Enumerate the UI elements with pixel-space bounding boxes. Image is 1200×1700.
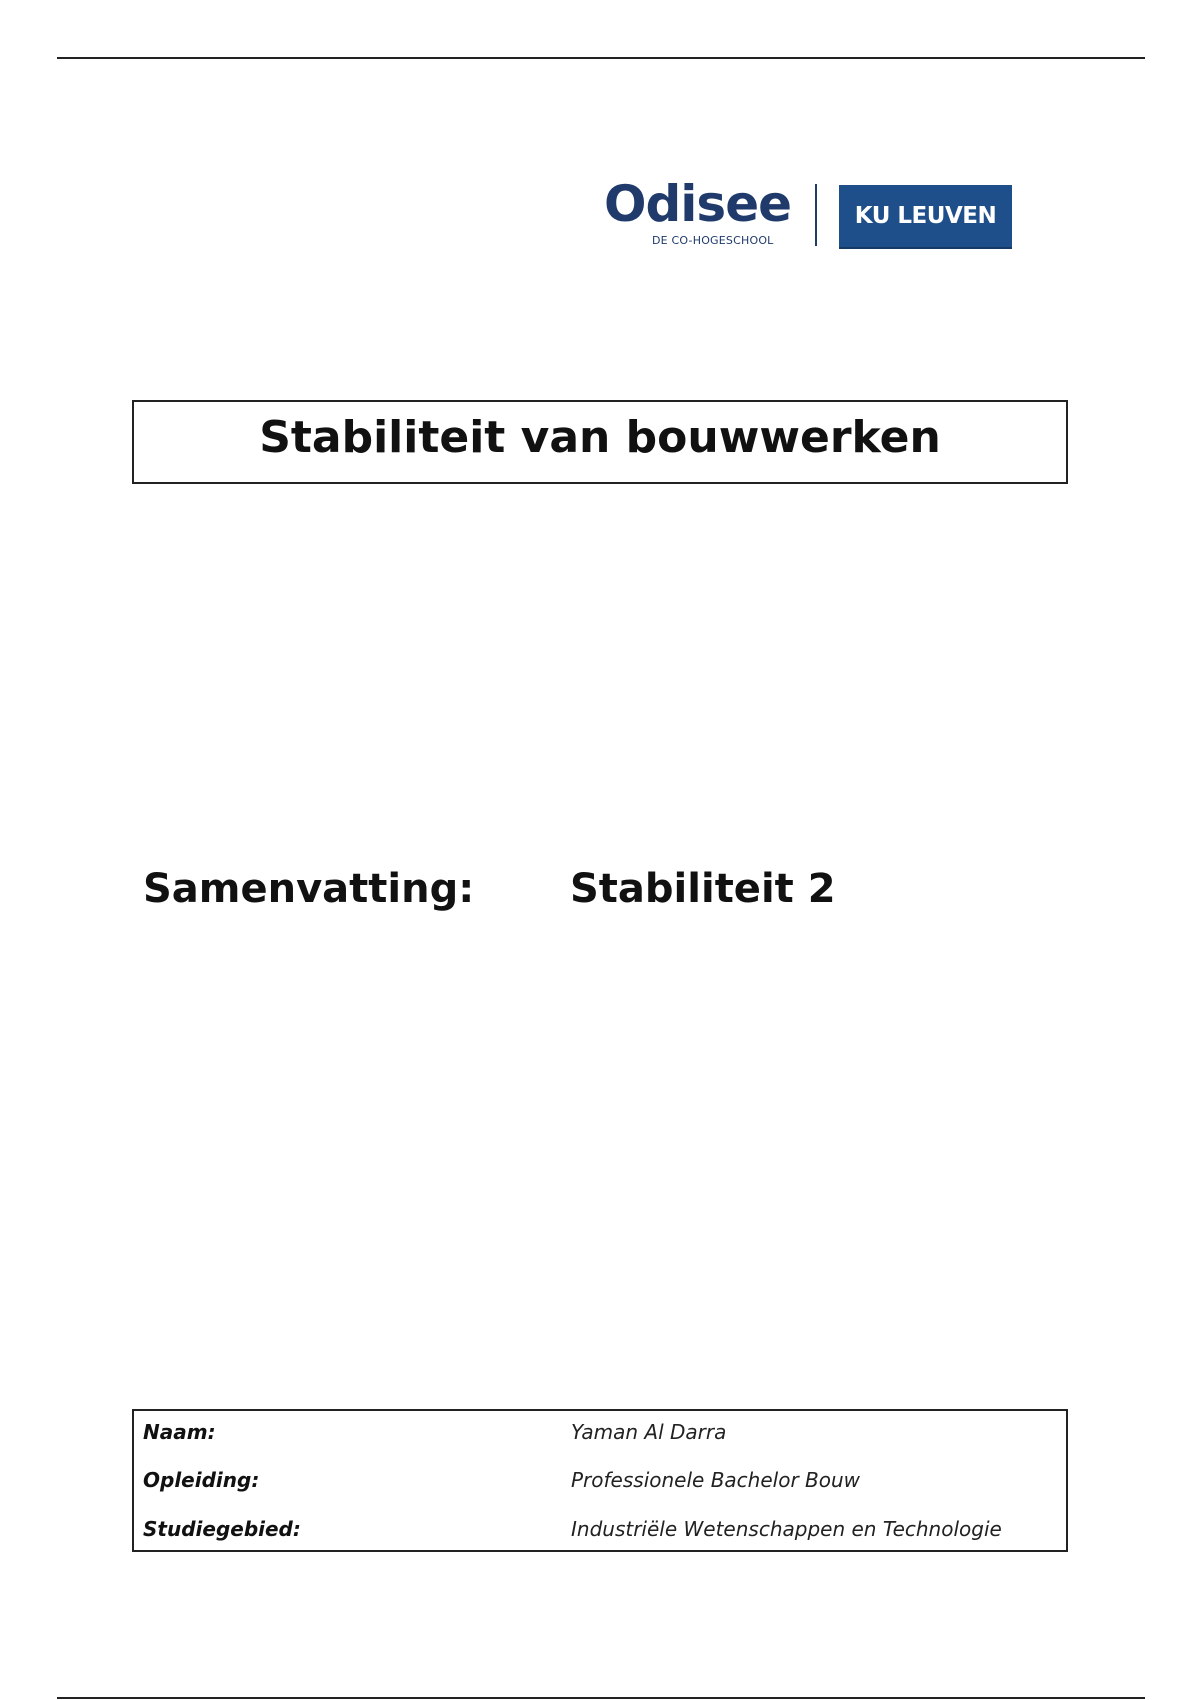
info-value: Professionele Bachelor Bouw: [571, 1468, 861, 1492]
odisee-logo: [604, 175, 804, 252]
info-row-naam: [134, 1420, 1066, 1450]
info-label: Opleiding:: [143, 1468, 260, 1492]
info-row-studiegebied: [134, 1517, 1066, 1547]
odisee-logo-subtitle: DE CO-HOGESCHOOL: [652, 234, 774, 247]
info-value: Yaman Al Darra: [571, 1420, 727, 1444]
top-rule: [57, 57, 1145, 59]
info-label: Naam:: [143, 1420, 216, 1444]
kuleuven-logo-text: KU LEUVEN: [854, 203, 997, 229]
title-box: [132, 400, 1068, 484]
bottom-rule: [57, 1697, 1145, 1699]
info-value: Industriële Wetenschappen en Technologie: [571, 1517, 1002, 1541]
summary-label: Samenvatting:: [143, 866, 475, 912]
document-title: Stabiliteit van bouwwerken: [259, 411, 941, 463]
summary-line: [0, 866, 1200, 926]
info-row-opleiding: [134, 1468, 1066, 1498]
odisee-logo-word: Odisee: [604, 175, 792, 233]
kuleuven-logo: [839, 185, 1012, 249]
summary-value: Stabiliteit 2: [570, 866, 836, 912]
header-logos: [600, 175, 1020, 252]
info-box: [132, 1409, 1068, 1552]
logo-divider: [815, 184, 817, 246]
info-label: Studiegebied:: [143, 1517, 301, 1541]
